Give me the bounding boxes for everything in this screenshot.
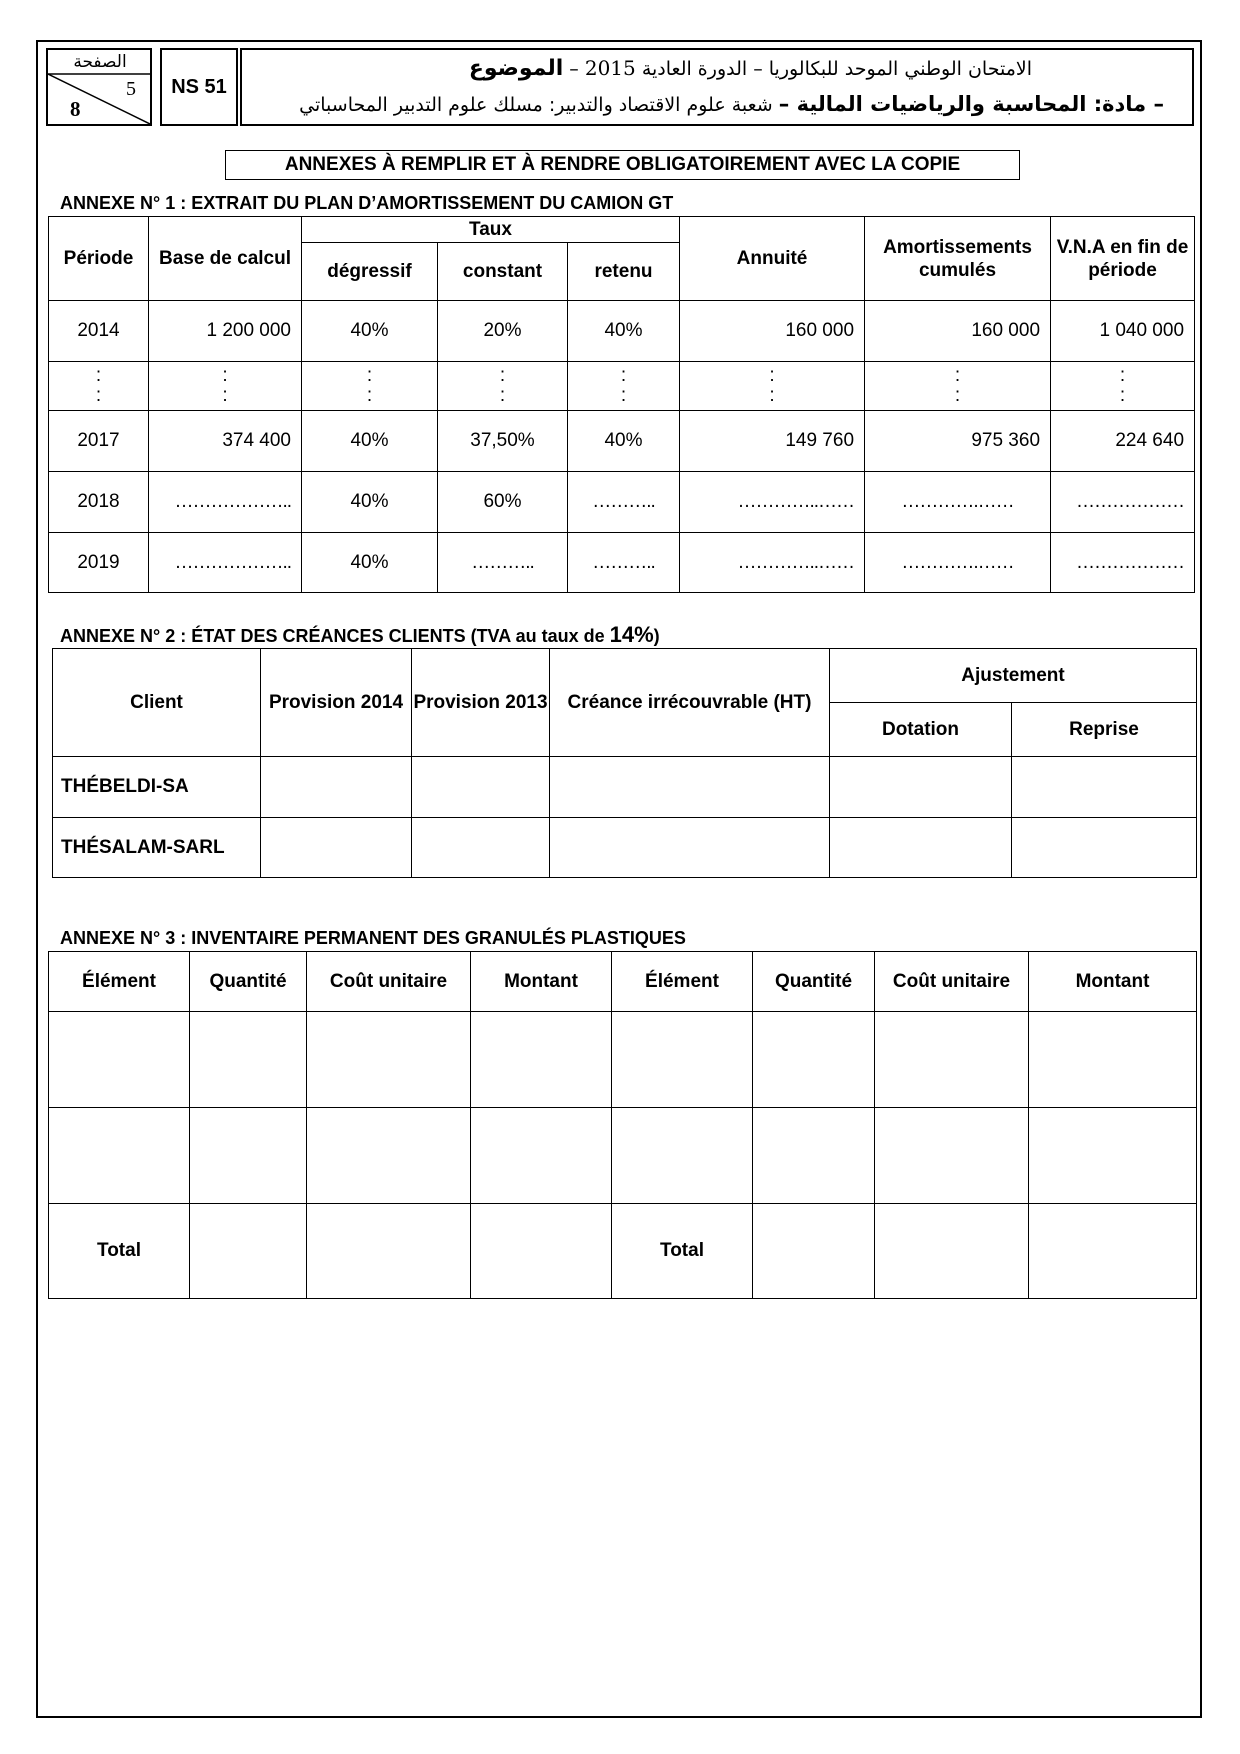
cell-vna: 224 640 (1051, 411, 1195, 472)
client-name: THÉSALAM-SARL (53, 818, 261, 878)
entry-cell[interactable] (1029, 1204, 1197, 1299)
ellipsis-cell: : : (302, 362, 438, 411)
cell-base[interactable]: ……………….. (149, 472, 302, 533)
entry-cell[interactable] (612, 1012, 753, 1108)
entry-cell[interactable] (471, 1012, 612, 1108)
header-quantite: Quantité (190, 952, 307, 1012)
provision-2014-input[interactable] (261, 757, 412, 818)
header-vna: V.N.A en fin de période (1051, 217, 1195, 301)
header-montant: Montant (471, 952, 612, 1012)
cell-degressif: 40% (302, 411, 438, 472)
exam-title-box (240, 48, 1194, 126)
ellipsis-cell: : : (149, 362, 302, 411)
header-montant: Montant (1029, 952, 1197, 1012)
entry-cell[interactable] (307, 1204, 471, 1299)
provision-2013-input[interactable] (412, 818, 550, 878)
header-quantite: Quantité (753, 952, 875, 1012)
entry-cell[interactable] (753, 1204, 875, 1299)
cell-annuite: 149 760 (680, 411, 865, 472)
ellipsis-cell: : : (680, 362, 865, 411)
exam-branch: شعبة علوم الاقتصاد والتدبير: مسلك علوم التدبير المحاسباتي (299, 94, 773, 116)
entry-cell[interactable] (307, 1012, 471, 1108)
page-number-box (46, 48, 152, 126)
cell-amortissements: 975 360 (865, 411, 1051, 472)
header-amortissements-cumules: Amortissements cumulés (865, 217, 1051, 301)
annex3-title: ANNEXE N° 3 : INVENTAIRE PERMANENT DES GRANULÉS PLASTIQUES (60, 928, 686, 948)
cell-amortissements[interactable]: ………….…… (865, 533, 1051, 593)
header-periode: Période (49, 217, 149, 301)
entry-cell[interactable] (1029, 1108, 1197, 1204)
table-row (49, 472, 1195, 533)
cell-constant: 20% (438, 301, 568, 362)
entry-cell[interactable] (49, 1012, 190, 1108)
annex2-title: ANNEXE N° 2 : ÉTAT DES CRÉANCES CLIENTS (TVA au taux de 14%) (60, 622, 660, 647)
exam-code: NS 51 (160, 48, 238, 126)
cell-vna[interactable]: ……………… (1051, 533, 1195, 593)
subject-word: الموضوع (468, 56, 564, 81)
entry-cell[interactable] (612, 1108, 753, 1204)
header-provision-2014: Provision 2014 (261, 649, 412, 757)
header-cout-unitaire: Coût unitaire (875, 952, 1029, 1012)
header-dotation: Dotation (830, 703, 1012, 757)
table-row (49, 1108, 1197, 1204)
annexes-banner: ANNEXES À REMPLIR ET À RENDRE OBLIGATOIREMENT AVEC LA COPIE (225, 150, 1020, 180)
table-row (53, 757, 1197, 818)
cell-base: 374 400 (149, 411, 302, 472)
table-row (49, 533, 1195, 593)
cell-constant: 37,50% (438, 411, 568, 472)
reprise-input[interactable] (1012, 757, 1197, 818)
page-total: 8 (70, 97, 81, 121)
ellipsis-cell: : : (568, 362, 680, 411)
header-taux: Taux (302, 217, 680, 243)
table-row (49, 411, 1195, 472)
entry-cell[interactable] (190, 1204, 307, 1299)
header-ajustement: Ajustement (830, 649, 1197, 703)
provision-2014-input[interactable] (261, 818, 412, 878)
header-cout-unitaire: Coût unitaire (307, 952, 471, 1012)
cell-vna: 1 040 000 (1051, 301, 1195, 362)
cell-annuite[interactable]: …………..…… (680, 472, 865, 533)
exam-subject-line (299, 92, 1164, 116)
cell-degressif: 40% (302, 301, 438, 362)
header-element: Élément (49, 952, 190, 1012)
cell-retenu[interactable]: ……….. (568, 472, 680, 533)
ellipsis-cell: : : (1051, 362, 1195, 411)
cell-amortissements: 160 000 (865, 301, 1051, 362)
entry-cell[interactable] (875, 1204, 1029, 1299)
header-retenu: retenu (568, 243, 680, 301)
header-base-de-calcul: Base de calcul (149, 217, 302, 301)
entry-cell[interactable] (190, 1012, 307, 1108)
ellipsis-row (49, 362, 1195, 411)
client-name: THÉBELDI-SA (53, 757, 261, 818)
cell-vna[interactable]: ……………… (1051, 472, 1195, 533)
table-row (49, 301, 1195, 362)
ellipsis-cell: : : (865, 362, 1051, 411)
entry-cell[interactable] (753, 1108, 875, 1204)
provision-2013-input[interactable] (412, 757, 550, 818)
creance-input[interactable] (550, 757, 830, 818)
total-label: Total (49, 1204, 190, 1299)
header-reprise: Reprise (1012, 703, 1197, 757)
header-element: Élément (612, 952, 753, 1012)
table-row (49, 1012, 1197, 1108)
page-label: الصفحة (73, 52, 127, 72)
exam-title-line: الامتحان الوطني الموحد للبكالوريا – الدورة العادية 2015 – الموضوع (468, 56, 1032, 81)
vat-rate: 14% (609, 622, 654, 647)
annex2-table (52, 648, 1197, 878)
header-constant: constant (438, 243, 568, 301)
cell-constant: 60% (438, 472, 568, 533)
exam-subject: – مادة: المحاسبة والرياضيات المالية – (778, 92, 1164, 116)
cell-periode: 2017 (49, 411, 149, 472)
total-label: Total (612, 1204, 753, 1299)
header-provision-2013: Provision 2013 (412, 649, 550, 757)
entry-cell[interactable] (49, 1108, 190, 1204)
cell-base[interactable]: ……………….. (149, 533, 302, 593)
exam-year: 2015 (584, 56, 636, 80)
entry-cell[interactable] (1029, 1012, 1197, 1108)
creance-input[interactable] (550, 818, 830, 878)
cell-degressif: 40% (302, 472, 438, 533)
entry-cell[interactable] (875, 1012, 1029, 1108)
cell-retenu: 40% (568, 411, 680, 472)
annex1-table (48, 216, 1195, 593)
entry-cell[interactable] (753, 1012, 875, 1108)
cell-periode: 2019 (49, 533, 149, 593)
cell-constant[interactable]: ……….. (438, 533, 568, 593)
reprise-input[interactable] (1012, 818, 1197, 878)
header-client: Client (53, 649, 261, 757)
entry-cell[interactable] (875, 1108, 1029, 1204)
ellipsis-cell: : : (49, 362, 149, 411)
header-creance-irrecouvrable: Créance irrécouvrable (HT) (550, 649, 830, 757)
entry-cell[interactable] (471, 1204, 612, 1299)
cell-periode: 2014 (49, 301, 149, 362)
ellipsis-cell: : : (438, 362, 568, 411)
cell-retenu: 40% (568, 301, 680, 362)
cell-base: 1 200 000 (149, 301, 302, 362)
table-row (53, 818, 1197, 878)
header-annuite: Annuité (680, 217, 865, 301)
cell-retenu[interactable]: ……….. (568, 533, 680, 593)
cell-amortissements[interactable]: ………….…… (865, 472, 1051, 533)
header-degressif: dégressif (302, 243, 438, 301)
dotation-input[interactable] (830, 757, 1012, 818)
dotation-input[interactable] (830, 818, 1012, 878)
page-number: 5 (126, 78, 136, 100)
cell-degressif: 40% (302, 533, 438, 593)
cell-periode: 2018 (49, 472, 149, 533)
cell-annuite[interactable]: …………..…… (680, 533, 865, 593)
entry-cell[interactable] (190, 1108, 307, 1204)
annex3-table (48, 951, 1197, 1299)
annex1-title: ANNEXE N° 1 : EXTRAIT DU PLAN D’AMORTISSEMENT DU CAMION GT (60, 193, 674, 213)
entry-cell[interactable] (471, 1108, 612, 1204)
exam-title: الامتحان الوطني الموحد للبكالوريا – الدورة العادية (641, 58, 1032, 80)
entry-cell[interactable] (307, 1108, 471, 1204)
total-row (49, 1204, 1197, 1299)
cell-annuite: 160 000 (680, 301, 865, 362)
